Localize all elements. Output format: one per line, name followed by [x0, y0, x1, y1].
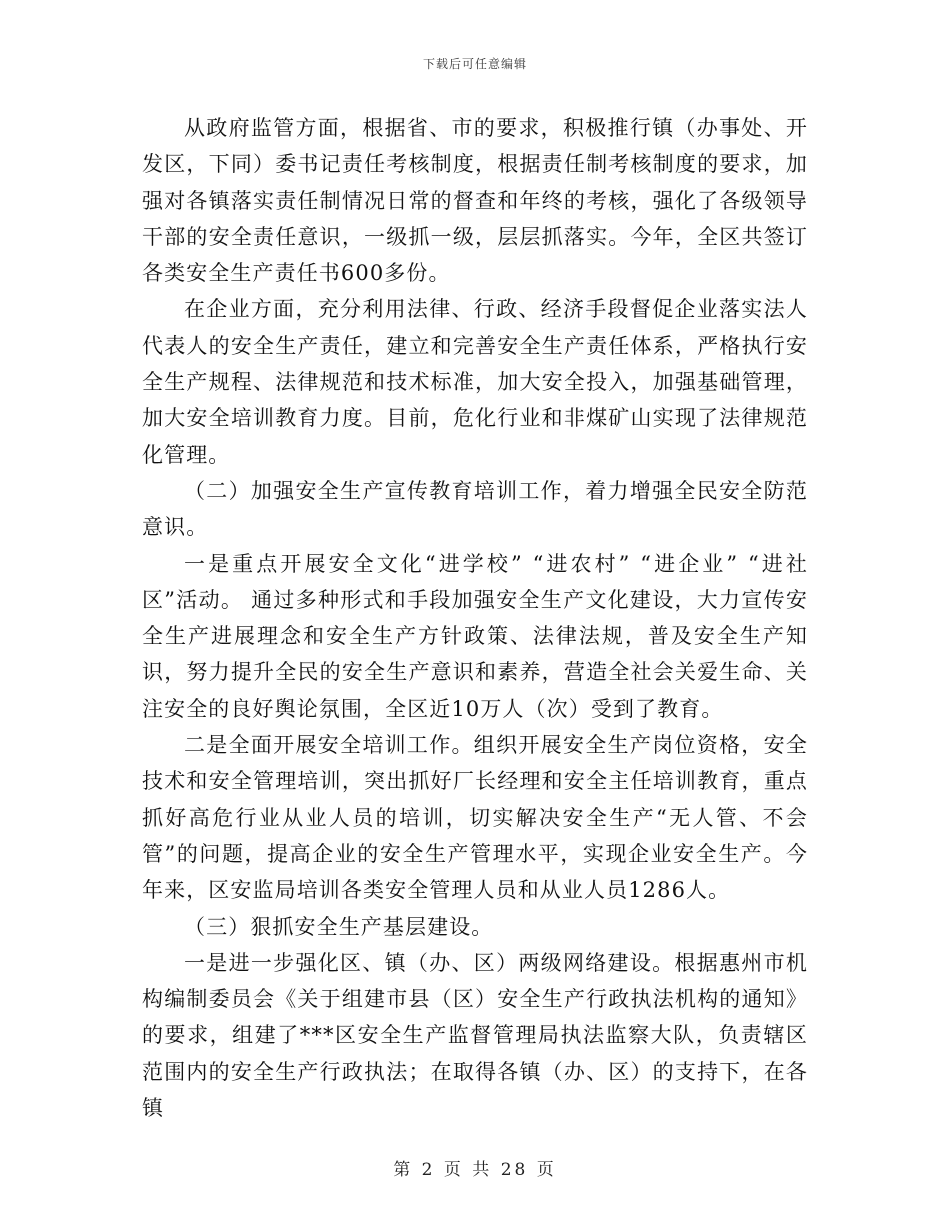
paragraph-safety-training: 二是全面开展安全培训工作。组织开展安全生产岗位资格，安全技术和安全管理培训，突出抓好厂长经理和安全主任培训教育，重点抓好高危行业从业人员的培训，切实解决安全生产“无人管、不会管”的问题，提高企业的安全生产管理水平，实现企业安全生产。今年来，区安监局培训各类安全管理人员和从业人员1286人。: [142, 733, 808, 903]
paragraph-enterprise: 在企业方面，充分利用法律、行政、经济手段督促企业落实法人代表人的安全生产责任，建立和完善安全生产责任体系，严格执行安全生产规程、法律规范和技术标准，加大安全投入，加强基础管理，加大安全培训教育力度。目前，危化行业和非煤矿山实现了法律规范化管理。: [142, 297, 808, 467]
document-body: [142, 110, 808, 1126]
section-heading-2: （二）加强安全生产宣传教育培训工作，着力增强全民安全防范意识。: [142, 478, 808, 540]
paragraph-government-supervision: 从政府监管方面，根据省、市的要求，积极推行镇（办事处、开发区，下同）委书记责任考核制度，根据责任制考核制度的要求，加强对各镇落实责任制情况日常的督查和年终的考核，强化了各级领导干部的安全责任意识，一级抓一级，层层抓落实。今年，全区共签订各类安全生产责任书600多份。: [142, 116, 808, 286]
header-note: 下载后可任意编辑: [422, 57, 527, 71]
page-number-footer: 第 2 页 共 28 页: [393, 1160, 557, 1180]
paragraph-safety-culture: 一是重点开展安全文化“进学校” “进农村” “进企业” “进社区”活动。 通过多种形式和手段加强安全生产文化建设，大力宣传安全生产进展理念和安全生产方针政策、法律法规，普及安全生产知识，努力提升全民的安全生产意识和素养，营造全社会关爱生命、关注安全的良好舆论氛围，全区近10万人（次）受到了教育。: [142, 551, 808, 721]
section-heading-3: （三）狠抓安全生产基层建设。: [184, 914, 494, 939]
paragraph-network-building: 一是进一步强化区、镇（办、区）两级网络建设。根据惠州市机构编制委员会《关于组建市县（区）安全生产行政执法机构的通知》的要求，组建了***区安全生产监督管理局执法监察大队，负责辖区范围内的安全生产行政执法；在取得各镇（办、区）的支持下，在各镇: [142, 950, 808, 1121]
